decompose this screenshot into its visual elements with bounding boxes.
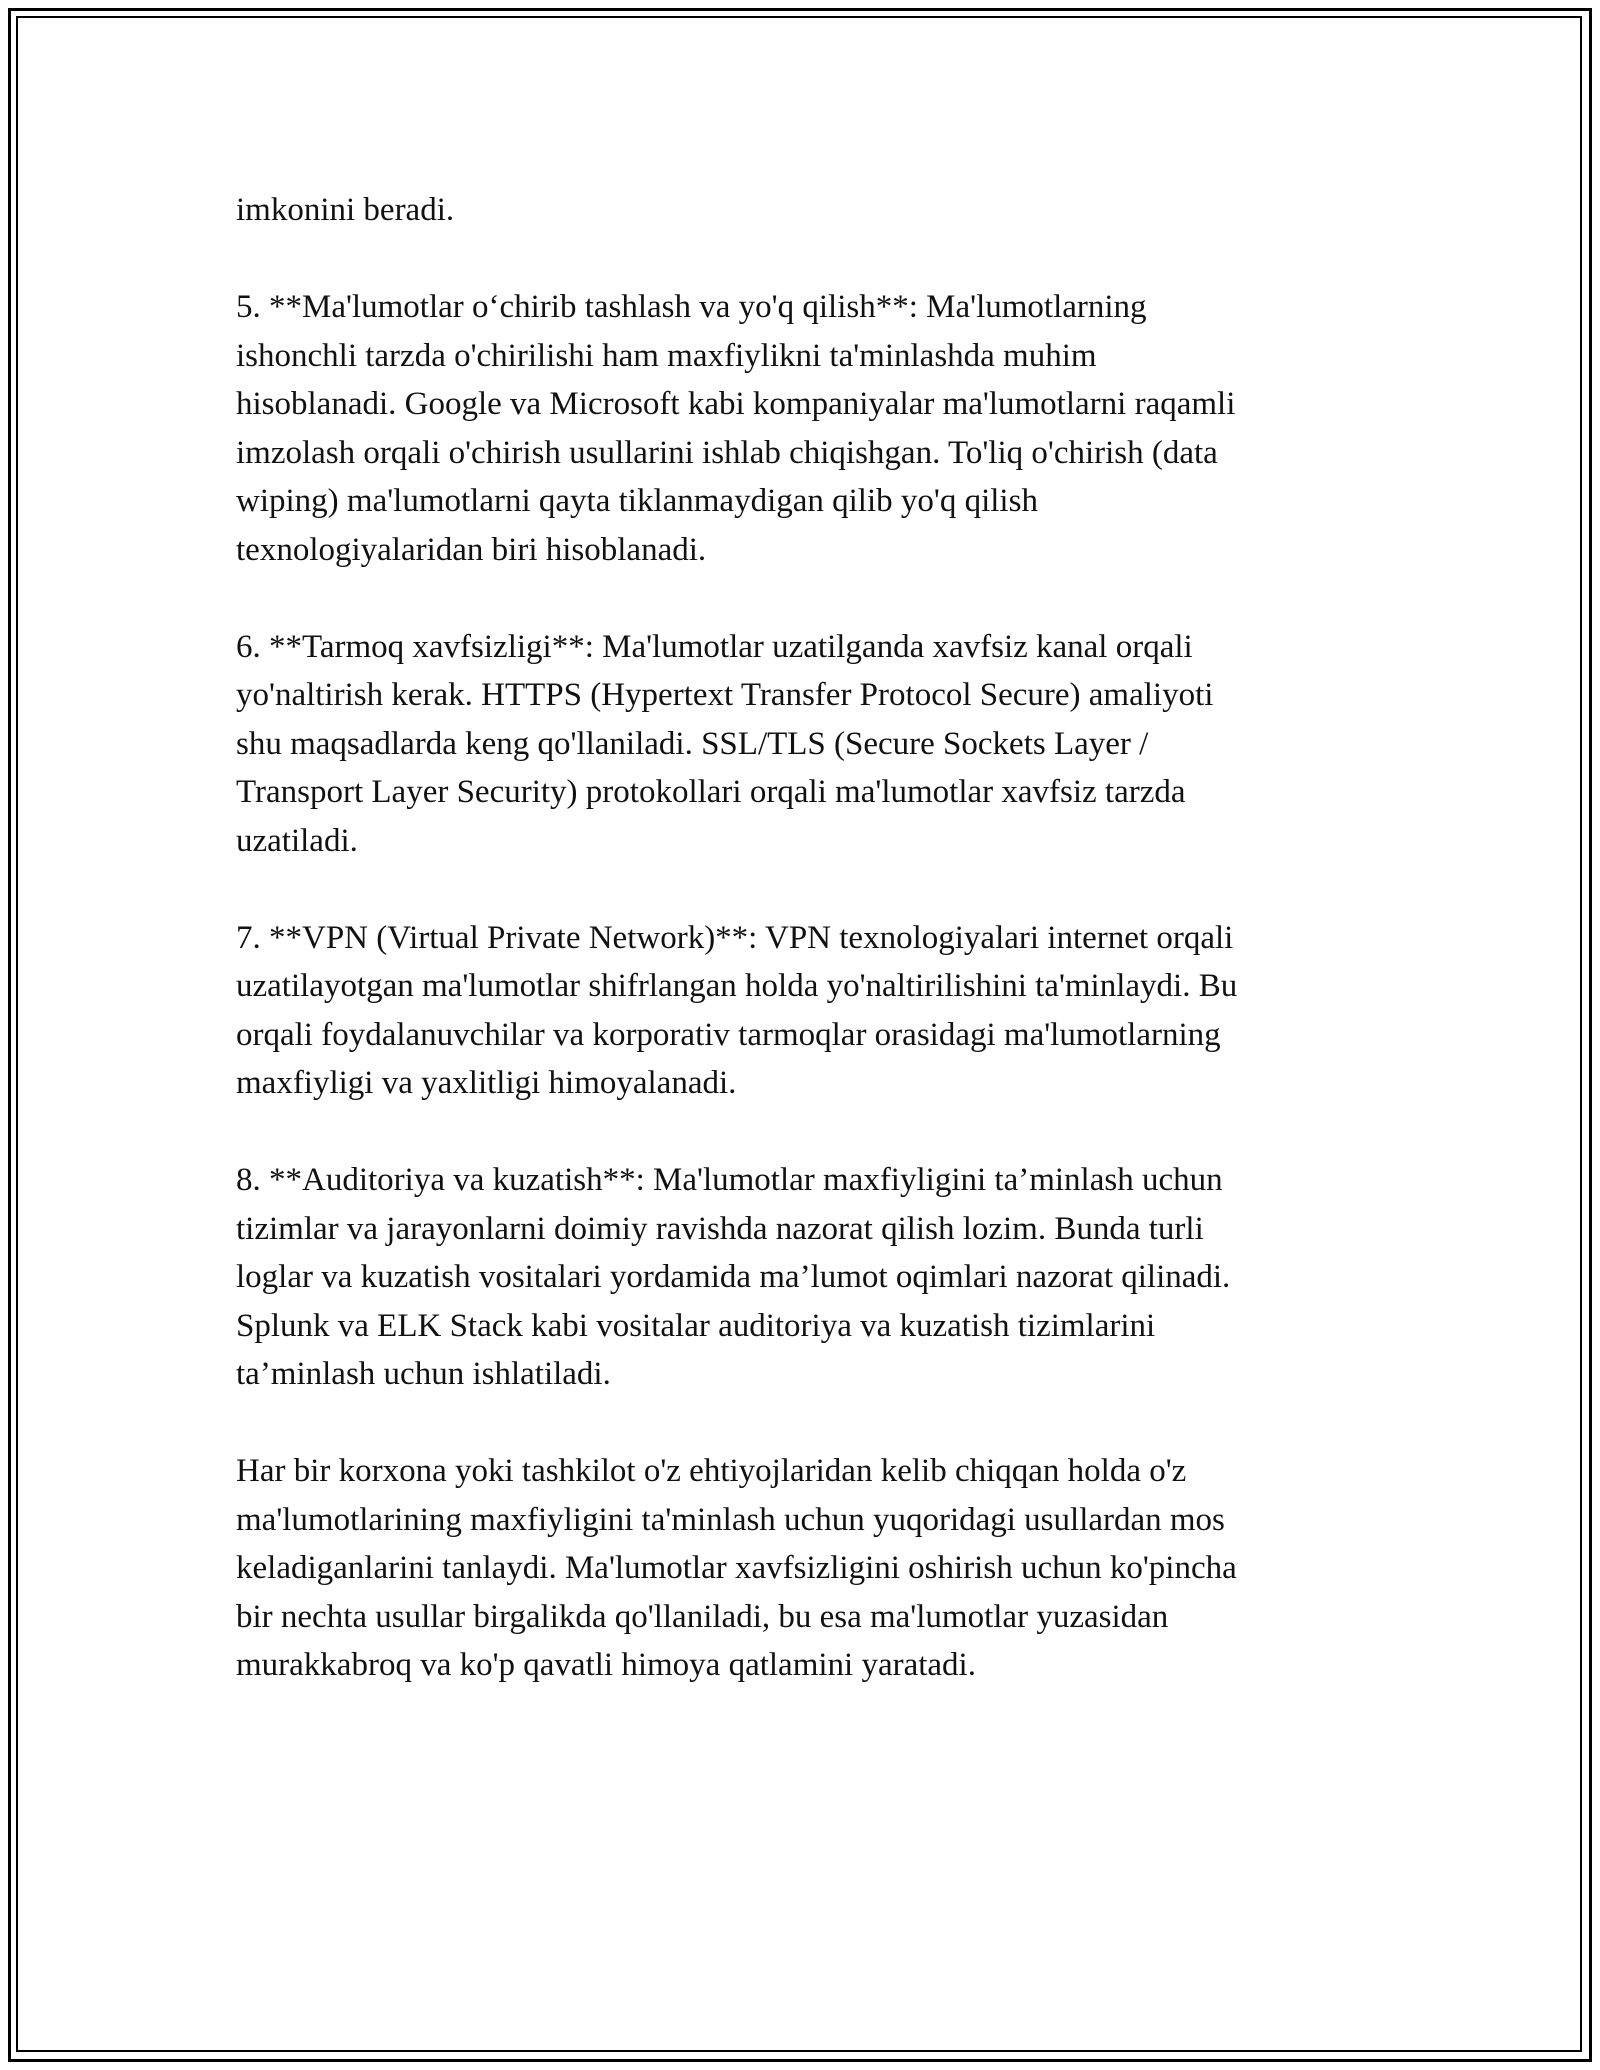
paragraph-item-8: 8. **Auditoriya va kuzatish**: Ma'lumotlar maxfiyligini ta’minlash uchun tizimlar va jarayonlarni doimiy ravishda nazorat qilish lozim. Bunda turli loglar va kuzatish vositalari yordamida ma’lumot oqimlari nazorat qilinadi. Splunk va ELK Stack kabi vositalar auditoriya va kuzatish tizimlarini ta’minlash uchun ishlatiladi.: [236, 1162, 1231, 1392]
document-body: [236, 186, 1366, 1738]
paragraph-conclusion: Har bir korxona yoki tashkilot o'z ehtiyojlaridan kelib chiqqan holda o'z ma'lumotlarining maxfiyligini ta'minlash uchun yuqoridagi usullardan mos keladiganlarini tanlaydi. Ma'lumotlar xavfsizligini oshirish uchun ko'pincha bir nechta usullar birgalikda qo'llaniladi, bu esa ma'lumotlar yuzasidan murakkabroq va ko'p qavatli himoya qatlamini yaratadi.: [236, 1453, 1237, 1683]
paragraph-continuation: imkonini beradi.: [236, 192, 455, 228]
paragraph-item-6: 6. **Tarmoq xavfsizligi**: Ma'lumotlar uzatilganda xavfsiz kanal orqali yo'naltirish kerak. HTTPS (Hypertext Transfer Protocol Secure) amaliyoti shu maqsadlarda keng qo'llaniladi. SSL/TLS (Secure Sockets Layer / Transport Layer Security) protokollari orqali ma'lumotlar xavfsiz tarzda uzatiladi.: [236, 628, 1214, 859]
paragraph-item-5: 5. **Ma'lumotlar o‘chirib tashlash va yo'q qilish**: Ma'lumotlarning ishonchli tarzda o'chirilishi ham maxfiylikni ta'minlashda muhim hisoblanadi. Google va Microsoft kabi kompaniyalar ma'lumotlarni raqamli imzolash orqali o'chirish usullarini ishlab chiqishgan. To'liq o'chirish (data wiping) ma'lumotlarni qayta tiklanmaydigan qilib yo'q qilish texnologiyalaridan biri hisoblanadi.: [236, 289, 1236, 568]
paragraph-item-7: 7. **VPN (Virtual Private Network)**: VPN texnologiyalari internet orqali uzatilayotgan ma'lumotlar shifrlangan holda yo'naltirilishini ta'minlaydi. Bu orqali foydalanuvchilar va korporativ tarmoqlar orasidagi ma'lumotlarning maxfiyligi va yaxlitligi himoyalanadi.: [236, 919, 1238, 1101]
